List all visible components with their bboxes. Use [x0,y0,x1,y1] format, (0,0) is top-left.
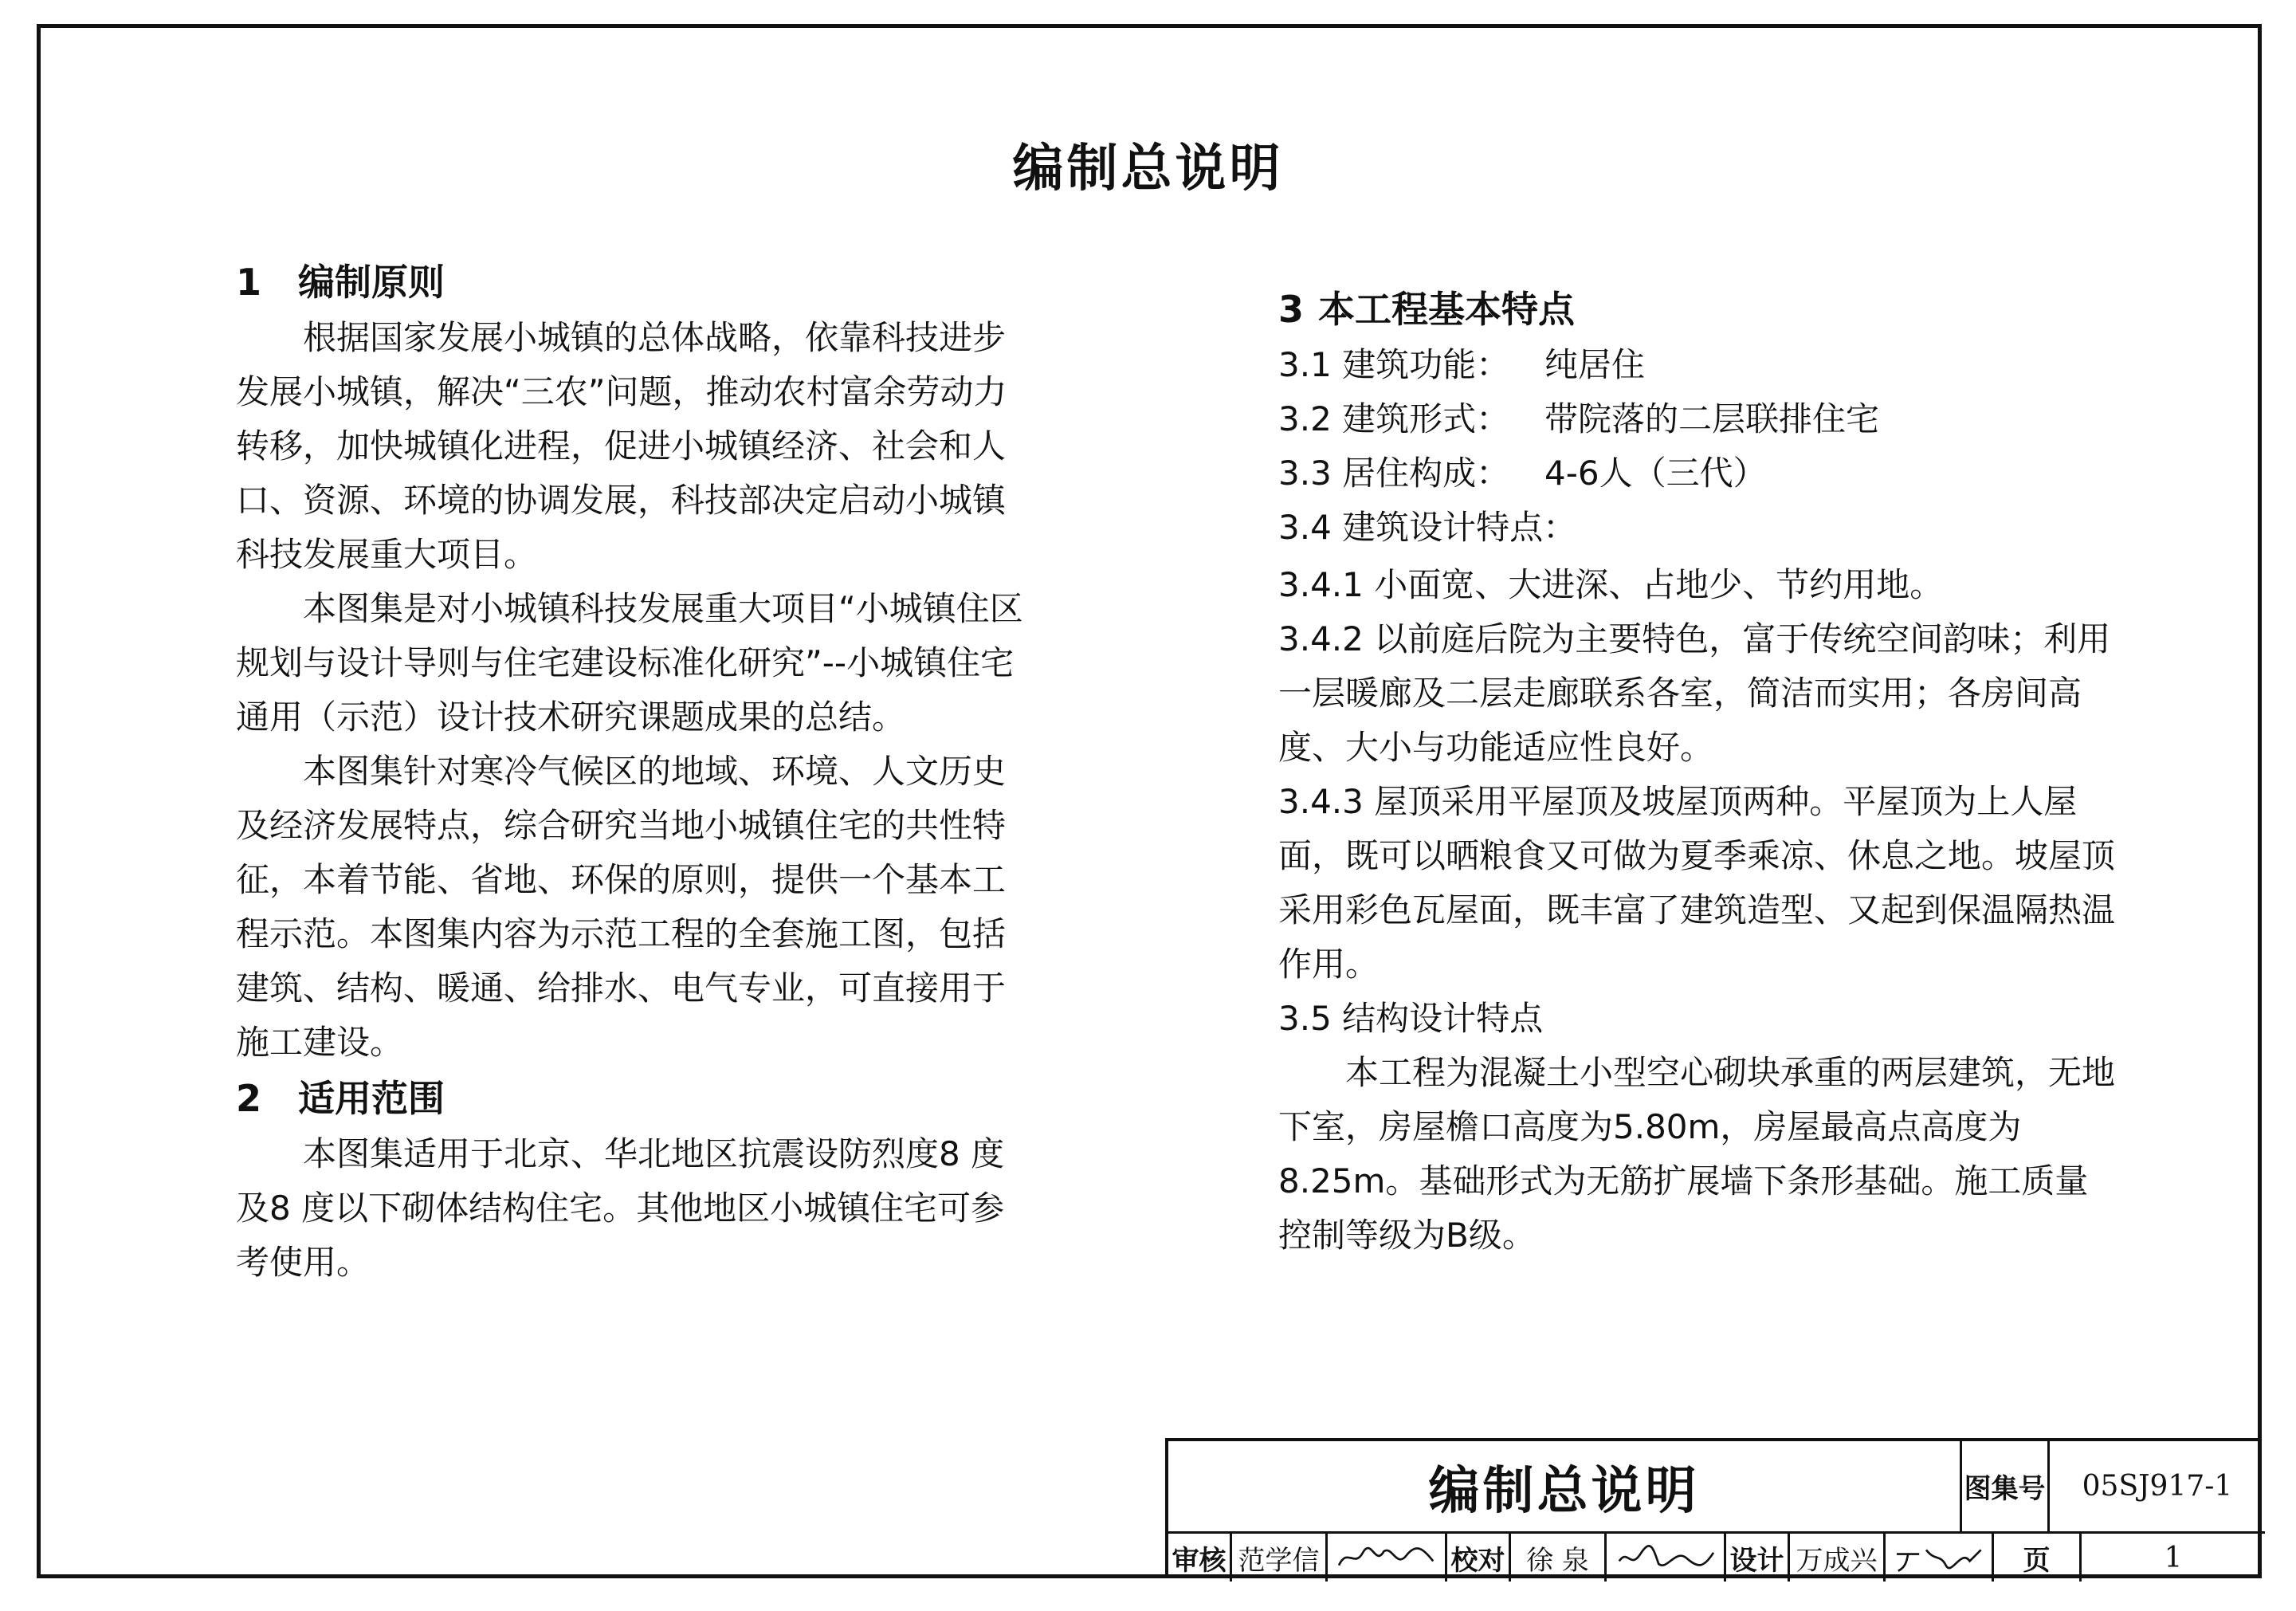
item-3-2-value: 带院落的二层联排住宅 [1544,399,1880,438]
atlas-number: 05SJ917-1 [2050,1441,2265,1534]
section-1-paragraph-2: 本图集是对小城镇科技发展重大项目“小城镇住区规划与设计导则与住宅建设标准化研究”--小城镇住宅通用（示范）设计技术研究课题成果的总结。 [236,589,1023,737]
section-1-title: 编制原则 [298,261,445,304]
item-3-3-value: 4-6人（三代） [1544,454,1767,493]
section-3-title: 本工程基本特点 [1318,288,1575,331]
section-3-heading [1278,281,2115,338]
checker-name: 徐 泉 [1511,1534,1607,1582]
reviewer-name: 范学信 [1232,1534,1328,1582]
check-label: 校对 [1447,1534,1511,1582]
section-2-title: 适用范围 [298,1077,445,1120]
section-1-paragraph-3: 本图集针对寒冷气候区的地域、环境、人文历史及经济发展特点，综合研究当地小城镇住宅的共性特征，本着节能、省地、环保的原则，提供一个基本工程示范。本图集内容为示范工程的全套施工图，包括建筑、结构、暖通、给排水、电气专业，可直接用于施工建设。 [236,752,1007,1062]
item-3-2-key: 3.2 建筑形式： [1278,399,1510,438]
section-1-paragraph-1: 根据国家发展小城镇的总体战略，依靠科技进步发展小城镇，解决“三农”问题，推动农村富余劳动力转移，加快城镇化进程，促进小城镇经济、社会和人口、资源、环境的协调发展，科技部决定启动小城镇科技发展重大项目。 [236,318,1007,574]
item-3-1-key: 3.1 建筑功能： [1278,345,1510,384]
item-3-3 [1278,446,2115,501]
item-3-1 [1278,338,2115,392]
item-3-2 [1278,392,2115,446]
item-3-1-value: 纯居住 [1544,345,1646,384]
item-3-5-paragraph: 本工程为混凝土小型空心砌块承重的两层建筑，无地下室，房屋檐口高度为5.80m，房屋最高点高度为 8.25m。基础形式为无筋扩展墙下条形基础。施工质量控制等级为B级。 [1278,1053,2116,1255]
title-block-title: 编制总说明 [1168,1441,1962,1534]
section-3-number: 3 [1278,288,1305,331]
page-label: 页 [1994,1534,2082,1582]
left-column [236,253,1033,1290]
page-title: 编制总说明 [1012,139,1284,198]
item-3-5: 3.5 结构设计特点 [1278,999,1544,1038]
item-3-3-key: 3.3 居住构成： [1278,454,1510,493]
item-3-4: 3.4 建筑设计特点： [1278,508,1577,547]
right-column [1278,281,2115,1263]
section-2-paragraph: 本图集适用于北京、华北地区抗震设防烈度8 度及8 度以下砌体结构住宅。其他地区小城镇住宅可参考使用。 [236,1134,1005,1282]
designer-name: 万成兴 [1790,1534,1886,1582]
section-1-number: 1 [236,261,262,304]
design-label: 设计 [1726,1534,1790,1582]
reviewer-signature [1328,1534,1447,1582]
title-block [1165,1438,2262,1578]
title-block-signature-row [1168,1534,2265,1582]
section-1-heading [236,253,1033,311]
review-label: 审核 [1168,1534,1232,1582]
item-3-4-2: 3.4.2 以前庭后院为主要特色，富于传统空间韵味；利用一层暖廊及二层走廊联系各室，简洁而实用；各房间高度、大小与功能适应性良好。 [1278,619,2111,767]
atlas-number-label: 图集号 [1962,1441,2050,1534]
item-3-4-3: 3.4.3 屋顶采用平屋顶及坡屋顶两种。平屋顶为上人屋面，既可以晒粮食又可做为夏季乘凉、休息之地。坡屋顶采用彩色瓦屋面，既丰富了建筑造型、又起到保温隔热温作用。 [1278,782,2116,984]
checker-signature [1607,1534,1726,1582]
page-number: 1 [2164,1541,2183,1574]
designer-signature [1886,1534,1994,1582]
section-2-number: 2 [236,1077,262,1120]
section-2-heading [236,1070,1033,1127]
item-3-4-1: 3.4.1 小面宽、大进深、占地少、节约用地。 [1278,565,1944,604]
